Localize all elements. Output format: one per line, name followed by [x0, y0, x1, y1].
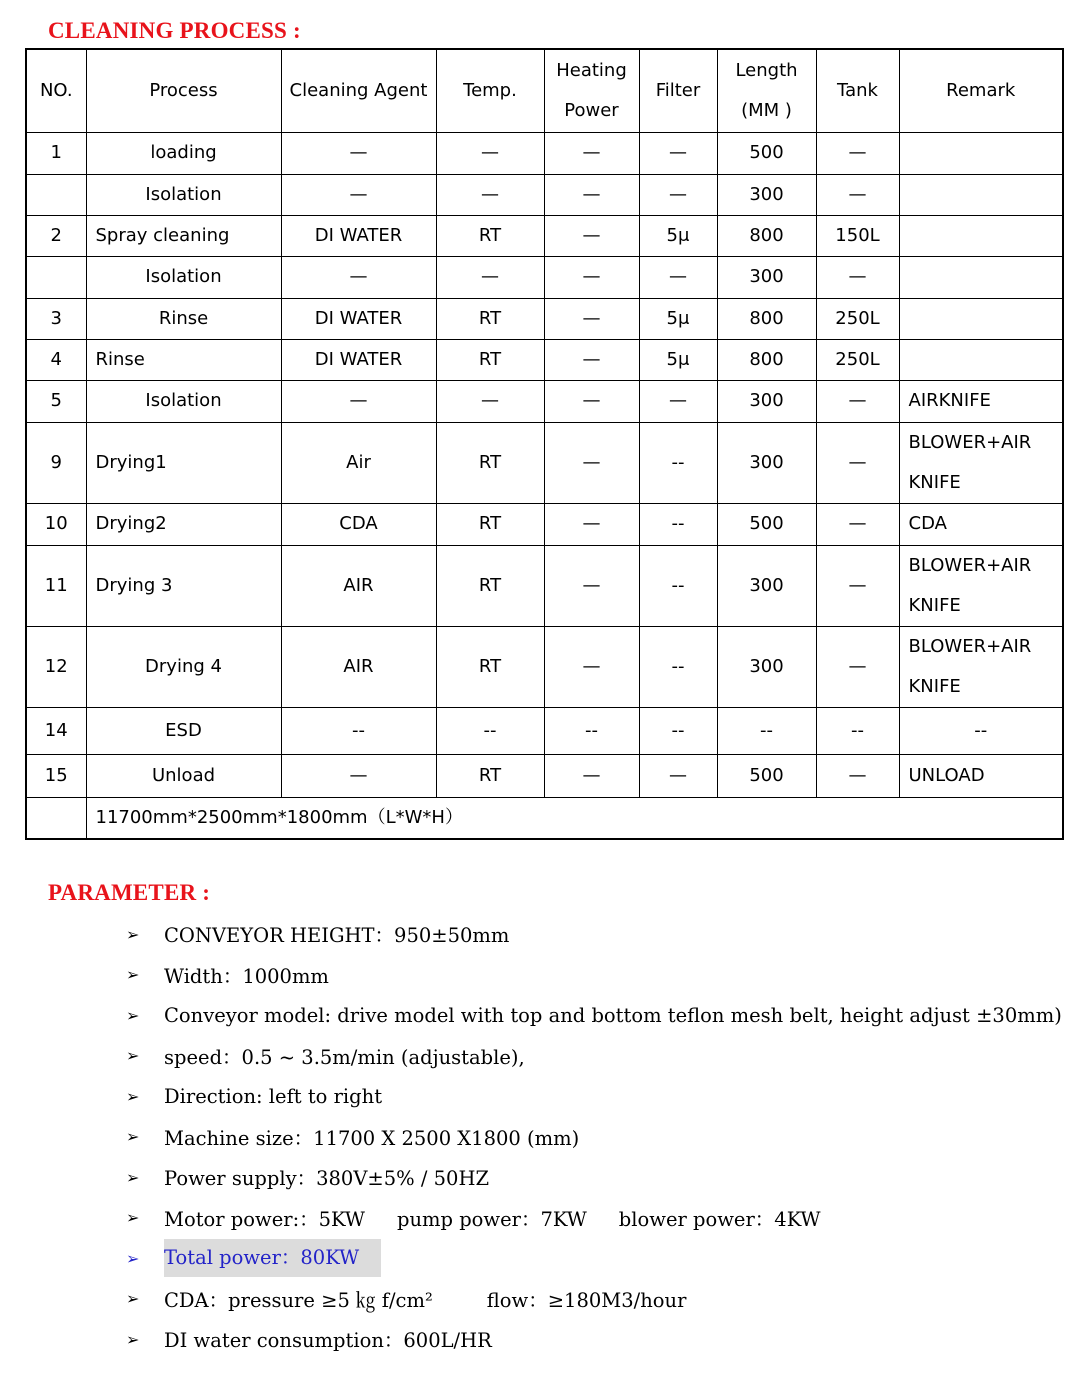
cell-tank: — — [816, 256, 899, 298]
cell-cleaning-agent: Air — [281, 422, 436, 503]
cell-length: -- — [717, 707, 816, 754]
cell-remark: CDA — [899, 503, 1063, 545]
cell-length: 300 — [717, 422, 816, 503]
cell-filter: — — [639, 174, 717, 215]
cell-remark — [899, 298, 1063, 339]
cleaning-process-title: CLEANING PROCESS : — [48, 18, 301, 43]
arrow-bullet-icon: ➢ — [126, 1208, 140, 1228]
cell-heating-power: — — [544, 626, 639, 707]
cell-process: Drying2 — [86, 503, 281, 545]
cell-process: Drying1 — [86, 422, 281, 503]
cell-tank: -- — [816, 707, 899, 754]
cell-heating-power: — — [544, 298, 639, 339]
parameter-title: PARAMETER : — [48, 880, 211, 905]
cell-process: Isolation — [86, 174, 281, 215]
header-tank: Tank — [816, 49, 899, 132]
cell-heating-power: — — [544, 422, 639, 503]
cell-cleaning-agent: DI WATER — [281, 298, 436, 339]
cell-remark: -- — [899, 707, 1063, 754]
header-process: Process — [86, 49, 281, 132]
cell-tank: — — [816, 174, 899, 215]
table-row — [26, 545, 1063, 626]
cell-length: 300 — [717, 256, 816, 298]
cell-heating-power: — — [544, 256, 639, 298]
footer-empty-cell — [26, 797, 86, 839]
cell-filter: 5μ — [639, 298, 717, 339]
cell-process: Isolation — [86, 256, 281, 298]
param-conveyor-model: ➢ Conveyor model: drive model with top and bottom teflon mesh belt, height adjust ±30mm) — [120, 995, 1062, 1036]
total-power-highlight: Total power：80KW — [164, 1239, 381, 1277]
cell-heating-power: — — [544, 215, 639, 256]
table-row — [26, 174, 1063, 215]
arrow-bullet-icon: ➢ — [126, 1086, 140, 1106]
cell-heating-power: -- — [544, 707, 639, 754]
arrow-bullet-icon: ➢ — [126, 924, 140, 944]
cell-temp: RT — [436, 626, 544, 707]
param-di-water: ➢ DI water consumption：600L/HR — [120, 1319, 1062, 1360]
arrow-bullet-icon: ➢ — [126, 965, 140, 985]
cell-remark: BLOWER+AIR KNIFE — [899, 422, 1063, 503]
cell-length: 300 — [717, 380, 816, 422]
table-row — [26, 422, 1063, 503]
cell-no: 11 — [26, 545, 86, 626]
table-row — [26, 380, 1063, 422]
cell-remark: UNLOAD — [899, 754, 1063, 797]
cell-filter: — — [639, 380, 717, 422]
cell-no: 2 — [26, 215, 86, 256]
cell-temp: — — [436, 380, 544, 422]
table-row — [26, 754, 1063, 797]
cell-tank: — — [816, 380, 899, 422]
cell-process: Rinse — [86, 339, 281, 380]
cell-filter: -- — [639, 503, 717, 545]
cell-process: Drying 4 — [86, 626, 281, 707]
cell-tank: — — [816, 422, 899, 503]
cell-no — [26, 174, 86, 215]
cell-filter: -- — [639, 626, 717, 707]
arrow-bullet-icon: ➢ — [126, 1005, 140, 1025]
cell-temp: RT — [436, 422, 544, 503]
cell-tank: — — [816, 626, 899, 707]
cell-temp: RT — [436, 545, 544, 626]
cell-no: 10 — [26, 503, 86, 545]
arrow-bullet-icon: ➢ — [126, 1167, 140, 1187]
cell-temp: RT — [436, 298, 544, 339]
cell-cleaning-agent: AIR — [281, 626, 436, 707]
parameter-list — [120, 914, 1062, 1360]
cell-heating-power: — — [544, 339, 639, 380]
cell-heating-power: — — [544, 503, 639, 545]
cell-process: Drying 3 — [86, 545, 281, 626]
arrow-bullet-icon: ➢ — [126, 1046, 140, 1066]
cell-remark — [899, 339, 1063, 380]
cell-process: Spray cleaning — [86, 215, 281, 256]
cell-remark — [899, 215, 1063, 256]
cell-process: Rinse — [86, 298, 281, 339]
cell-process: loading — [86, 132, 281, 174]
param-power-supply: ➢ Power supply：380V±5% / 50HZ — [120, 1157, 1062, 1198]
cell-temp: — — [436, 256, 544, 298]
cell-length: 300 — [717, 174, 816, 215]
cell-heating-power: — — [544, 132, 639, 174]
cell-temp: RT — [436, 754, 544, 797]
param-total-power — [120, 1238, 1062, 1279]
cell-tank: — — [816, 754, 899, 797]
cell-temp: -- — [436, 707, 544, 754]
cell-heating-power: — — [544, 545, 639, 626]
param-motor-power: ➢ Motor power:：5KW pump power：7KW blower power：4KW — [120, 1198, 1062, 1239]
cell-length: 500 — [717, 132, 816, 174]
header-filter: Filter — [639, 49, 717, 132]
cell-tank: — — [816, 545, 899, 626]
param-machine-size: ➢ Machine size：11700 X 2500 X1800 (mm) — [120, 1117, 1062, 1158]
cell-heating-power: — — [544, 754, 639, 797]
table-row — [26, 707, 1063, 754]
arrow-bullet-icon: ➢ — [126, 1329, 140, 1349]
header-cleaning-agent: Cleaning Agent — [281, 49, 436, 132]
cell-no: 5 — [26, 380, 86, 422]
param-speed: ➢ speed：0.5 ~ 3.5m/min (adjustable), — [120, 1036, 1062, 1077]
cell-no: 3 — [26, 298, 86, 339]
cell-tank: 250L — [816, 298, 899, 339]
cleaning-process-table — [25, 48, 1064, 840]
cell-no: 14 — [26, 707, 86, 754]
arrow-bullet-icon: ➢ — [126, 1127, 140, 1147]
cell-remark — [899, 174, 1063, 215]
cell-remark — [899, 132, 1063, 174]
cell-cleaning-agent: -- — [281, 707, 436, 754]
cell-no: 1 — [26, 132, 86, 174]
cell-length: 800 — [717, 339, 816, 380]
cell-remark: BLOWER+AIR KNIFE — [899, 545, 1063, 626]
cell-filter: -- — [639, 545, 717, 626]
cell-filter: — — [639, 132, 717, 174]
table-row — [26, 503, 1063, 545]
table-header-row — [26, 49, 1063, 132]
cell-no: 12 — [26, 626, 86, 707]
cell-cleaning-agent: AIR — [281, 545, 436, 626]
cell-temp: — — [436, 132, 544, 174]
cell-filter: -- — [639, 422, 717, 503]
cell-filter: — — [639, 256, 717, 298]
cell-tank: 150L — [816, 215, 899, 256]
param-cda: ➢ CDA：pressure ≥5 ㎏ f/cm² flow：≥180M3/hour — [120, 1279, 1062, 1320]
header-length: Length (MM ) — [717, 49, 816, 132]
cell-temp: RT — [436, 215, 544, 256]
cell-length: 500 — [717, 503, 816, 545]
cell-tank: 250L — [816, 339, 899, 380]
cell-cleaning-agent: — — [281, 380, 436, 422]
cell-cleaning-agent: — — [281, 132, 436, 174]
machine-dimensions: 11700mm*2500mm*1800mm（L*W*H） — [86, 797, 1063, 839]
cell-filter: -- — [639, 707, 717, 754]
table-row — [26, 626, 1063, 707]
cell-filter: 5μ — [639, 215, 717, 256]
cell-cleaning-agent: DI WATER — [281, 339, 436, 380]
cell-temp: RT — [436, 503, 544, 545]
cell-temp: — — [436, 174, 544, 215]
table-footer-row — [26, 797, 1063, 839]
cell-cleaning-agent: CDA — [281, 503, 436, 545]
cell-process: Unload — [86, 754, 281, 797]
cell-process: ESD — [86, 707, 281, 754]
cell-no: 4 — [26, 339, 86, 380]
cell-filter: — — [639, 754, 717, 797]
cell-tank: — — [816, 132, 899, 174]
cell-remark: BLOWER+AIR KNIFE — [899, 626, 1063, 707]
table-row — [26, 256, 1063, 298]
cell-length: 500 — [717, 754, 816, 797]
cell-filter: 5μ — [639, 339, 717, 380]
cell-no: 9 — [26, 422, 86, 503]
header-remark: Remark — [899, 49, 1063, 132]
param-width: ➢ Width：1000mm — [120, 955, 1062, 996]
cell-length: 300 — [717, 626, 816, 707]
cell-no — [26, 256, 86, 298]
cell-length: 800 — [717, 215, 816, 256]
cell-cleaning-agent: — — [281, 256, 436, 298]
table-row — [26, 298, 1063, 339]
cell-cleaning-agent: — — [281, 174, 436, 215]
cell-length: 300 — [717, 545, 816, 626]
arrow-bullet-icon: ➢ — [126, 1248, 140, 1268]
header-heating-power: Heating Power — [544, 49, 639, 132]
table-row — [26, 339, 1063, 380]
cell-heating-power: — — [544, 174, 639, 215]
table-row — [26, 215, 1063, 256]
cell-length: 800 — [717, 298, 816, 339]
cell-no: 15 — [26, 754, 86, 797]
param-direction: ➢ Direction: left to right — [120, 1076, 1062, 1117]
table-row — [26, 132, 1063, 174]
cell-heating-power: — — [544, 380, 639, 422]
cell-cleaning-agent: DI WATER — [281, 215, 436, 256]
cell-temp: RT — [436, 339, 544, 380]
header-no: NO. — [26, 49, 86, 132]
arrow-bullet-icon: ➢ — [126, 1289, 140, 1309]
cell-remark — [899, 256, 1063, 298]
header-temp: Temp. — [436, 49, 544, 132]
param-conveyor-height: ➢ CONVEYOR HEIGHT：950±50mm — [120, 914, 1062, 955]
cell-process: Isolation — [86, 380, 281, 422]
cell-tank: — — [816, 503, 899, 545]
cell-remark: AIRKNIFE — [899, 380, 1063, 422]
cell-cleaning-agent: — — [281, 754, 436, 797]
